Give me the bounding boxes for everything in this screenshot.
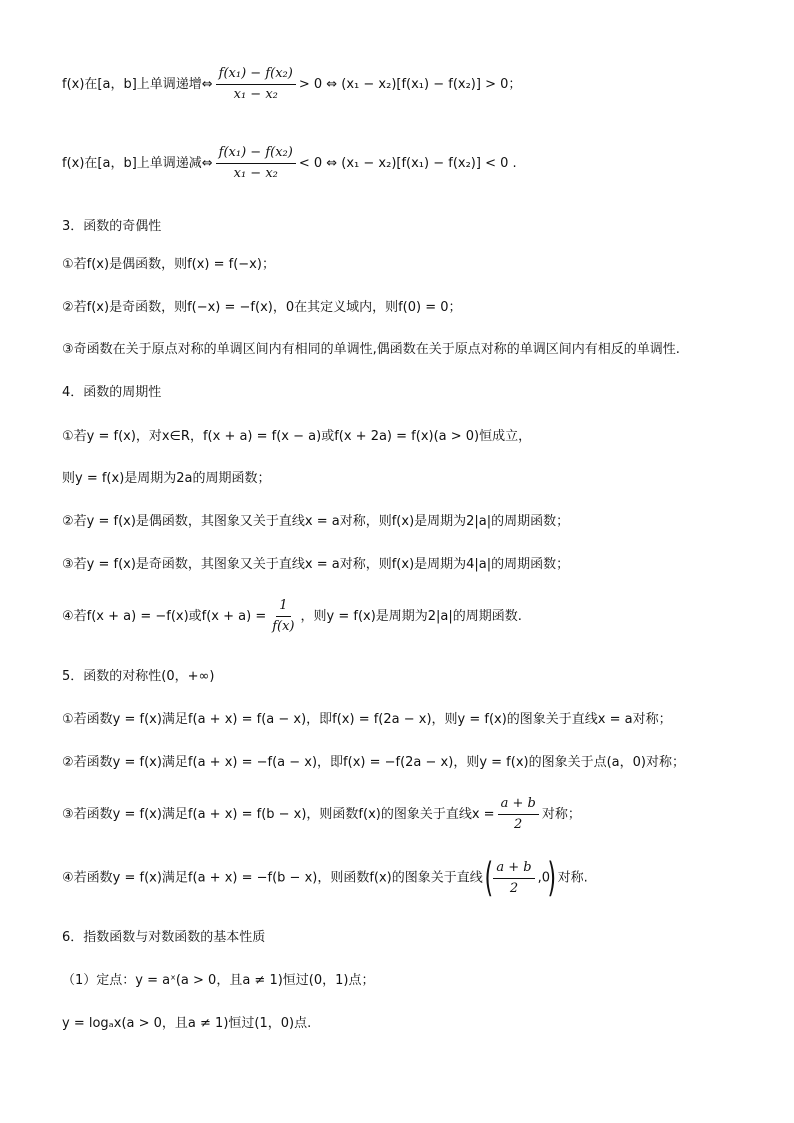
- sec6-item-1-cont: y = logₐx(a > 0，且a ≠ 1)恒过(1，0)点.: [62, 1016, 312, 1031]
- frac-numerator: 1: [276, 598, 290, 617]
- sec5-item-3-post: 对称；: [541, 807, 581, 822]
- sec5-item-4-pre: ④若函数y = f(x)满足f(a + x) = −f(b − x)，则函数f(x)的图象关于直线: [62, 870, 483, 886]
- right-paren: ): [547, 855, 557, 901]
- frac-numerator: f(x₁) − f(x₂): [216, 145, 296, 164]
- section-5-heading: 5．函数的对称性(0，+∞): [62, 669, 215, 684]
- sec5-item-4-post: 对称.: [557, 870, 588, 886]
- mono-inc-fraction: [216, 66, 296, 103]
- sec4-item-4-pre: ④若f(x + a) = −f(x)或f(x + a) =: [62, 609, 267, 624]
- section-6-heading: 6．指数函数与对数函数的基本性质: [62, 930, 266, 945]
- mono-decreasing-line: [62, 145, 517, 182]
- frac-numerator: f(x₁) − f(x₂): [216, 66, 296, 85]
- sec3-item-3: ③奇函数在关于原点对称的单调区间内有相同的单调性,偶函数在关于原点对称的单调区间内有相反的单调性.: [62, 342, 680, 357]
- sec4-item-4-fraction: [269, 598, 297, 635]
- sec5-item-4-after-frac: ,0: [537, 870, 550, 886]
- mono-inc-pre: f(x)在[a，b]上单调递增⇔: [62, 77, 213, 92]
- sec4-item-1: ①若y = f(x)，对x∈R，f(x + a) = f(x − a)或f(x + 2a) = f(x)(a > 0)恒成立，: [62, 429, 532, 444]
- section-3-heading: 3．函数的奇偶性: [62, 219, 162, 234]
- sec4-item-4: [62, 598, 522, 635]
- mono-dec-post: < 0 ⇔ (x₁ − x₂)[f(x₁) − f(x₂)] < 0 .: [298, 156, 517, 171]
- frac-denominator: 2: [509, 880, 519, 896]
- frac-denominator: 2: [514, 817, 523, 832]
- sec4-item-1-cont: 则y = f(x)是周期为2a的周期函数；: [62, 471, 271, 486]
- sec5-item-4-fraction: [493, 860, 534, 897]
- frac-denominator: x₁ − x₂: [233, 87, 278, 102]
- left-paren: (: [484, 855, 493, 901]
- mono-increasing-line: [62, 66, 521, 103]
- mono-inc-post: > 0 ⇔ (x₁ − x₂)[f(x₁) − f(x₂)] > 0；: [298, 77, 522, 92]
- frac-numerator: a + b: [493, 860, 534, 879]
- sec5-item-4: [62, 855, 588, 901]
- sec3-item-1: ①若f(x)是偶函数，则f(x) = f(−x)；: [62, 257, 275, 272]
- section-4-heading: 4．函数的周期性: [62, 385, 162, 400]
- sec5-item-3-pre: ③若函数y = f(x)满足f(a + x) = f(b − x)，则函数f(x)的图象关于直线x =: [62, 807, 495, 822]
- sec4-item-2: ②若y = f(x)是偶函数，其图象又关于直线x = a对称，则f(x)是周期为2|a|的周期函数；: [62, 514, 570, 529]
- sec5-item-3: [62, 796, 581, 833]
- frac-numerator: a + b: [498, 796, 539, 815]
- sec5-item-1: ①若函数y = f(x)满足f(a + x) = f(a − x)，即f(x) = f(2a − x)，则y = f(x)的图象关于直线x = a对称；: [62, 712, 672, 727]
- mono-dec-pre: f(x)在[a，b]上单调递减⇔: [62, 156, 213, 171]
- sec4-item-4-post: ，则y = f(x)是周期为2|a|的周期函数.: [300, 609, 522, 624]
- sec5-item-3-fraction: [498, 796, 539, 833]
- sec5-item-2: ②若函数y = f(x)满足f(a + x) = −f(a − x)，即f(x) = −f(2a − x)，则y = f(x)的图象关于点(a，0)对称；: [62, 755, 685, 770]
- sec4-item-3: ③若y = f(x)是奇函数，其图象又关于直线x = a对称，则f(x)是周期为4|a|的周期函数；: [62, 557, 570, 572]
- frac-denominator: x₁ − x₂: [233, 166, 278, 181]
- sec3-item-2: ②若f(x)是奇函数，则f(−x) = −f(x)，0在其定义域内，则f(0) = 0；: [62, 300, 462, 315]
- sec6-item-1: （1）定点：y = aˣ(a > 0，且a ≠ 1)恒过(0，1)点；: [62, 973, 375, 988]
- frac-denominator: f(x): [272, 619, 295, 634]
- mono-dec-fraction: [216, 145, 296, 182]
